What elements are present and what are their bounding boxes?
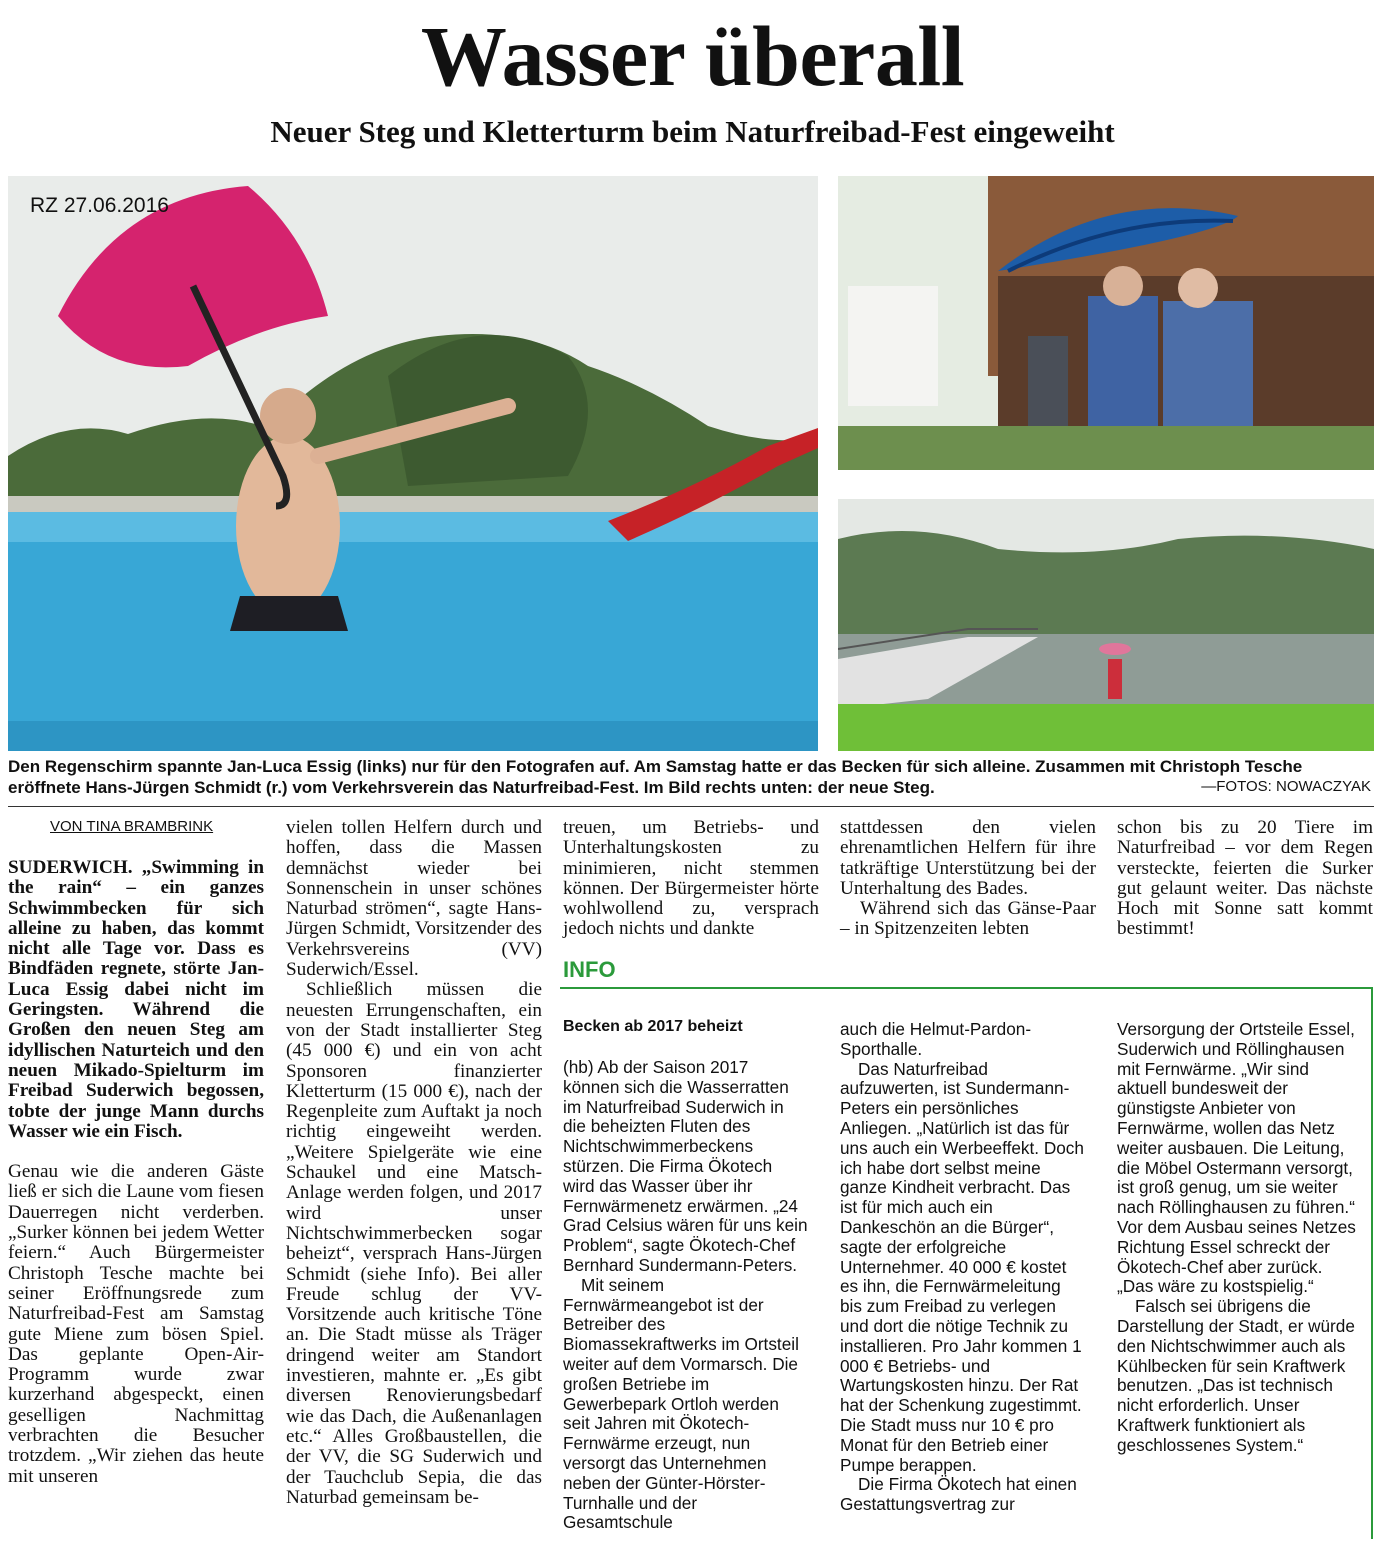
article-column-2 (286, 818, 542, 1508)
info-paragraph: Versorgung der Ortsteile Essel, Suderwich und Röllinghausen mit Fernwärme. „Wir sind aktuell bundesweit der günstigste Anbieter von Fernwärme, wollen das Netz weiter ausbauen. Die Leitung, die Möbel Ostermann versorgt, ist groß genug, um sie weiter nach Röllinghausen zu führen.“ Vor dem Ausbau seines Netzes Richtung Essel schreckt der Ökotech-Chef aber zurück. „Das wäre zu kostspielig.“ (1117, 1019, 1356, 1297)
info-paragraph: Das Naturfreibad aufzuwerten, ist Sundermann-Peters ein persönliches Anliegen. „Natürlich ist das für uns auch ein Werbeeffekt. Doch ich habe dort selbst meine ganze Kindheit verbracht. Das ist für mich auch ein Dankeschön an die Bürger“, sagte der erfolgreiche Unternehmer. 40 000 € kostet es ihn, die Fernwärmeleitung bis zum Freibad zu verlegen und dort die nötige Technik zu installieren. Pro Jahr kommen 1 000 € Betriebs- und Wartungskosten hinzu. Der Rat hat der Schenkung zugestimmt. Die Stadt muss nur 10 € pro Monat für den Betrieb einer Pumpe berappen. (840, 1058, 1084, 1475)
photo-caption: Den Regenschirm spannte Jan-Luca Essig (links) nur für den Fotografen auf. Am Samstag hatte er das Becken für sich alleine. Zusammen mit Christoph Tesche eröffnete Hans-Jürgen Schmidt (r.) vom Verkehrsverein das Naturfreibad-Fest. Im Bild rechts unten: der neue Steg. (8, 757, 1303, 797)
article-column-5 (1117, 818, 1373, 940)
article-column-4 (840, 818, 1096, 940)
info-paragraph: Mit seinem Fernwärmeangebot ist der Betreiber des Biomassekraftwerks im Ortsteil weiter auf dem Vormarsch. Die großen Betriebe im Gewerbepark Ortloh werden seit Jahren mit Ökotech-Fernwärme erzeugt, nun versorgt das Unternehmen neben der Günter-Hörster-Turnhalle und der Gesamtschule (563, 1274, 799, 1533)
article-paragraph: vielen tollen Helfern durch und hoffen, dass die Massen demnächst wieder bei Sonnenschein in unser schönes Naturbad strömen“, sagte Hans-Jürgen Schmidt, Vorsitzender des Verkehrsvereins (VV) Suderwich/Essel. (286, 817, 542, 981)
info-paragraph: Die Firma Ökotech hat einen Gestattungsvertrag zur (840, 1474, 1077, 1515)
info-paragraph: Falsch sei übrigens die Darstellung der Stadt, er würde den Nichtschwimmer auch als Kühlbecken für sein Kraftwerk benutzen. „Das ist technisch nicht erforderlich. Unser Kraftwerk funktioniert als geschlossenes System.“ (1117, 1296, 1355, 1455)
byline: VON TINA BRAMBRINK (50, 818, 214, 835)
article-lead: SUDERWICH. „Swimming in the rain“ – ein ganzes Schwimmbecken für sich alleine zu haben, das kommt nicht alle Tage vor. Dass es Bindfäden regnete, störte Jan-Luca Essig dabei nicht im Geringsten. Während die Großen den neuen Steg am idyllischen Naturteich und den neuen Mikado-Spielturm im Freibad Suderwich begossen, tobte der junge Mann durchs Wasser wie ein Fisch. (8, 857, 264, 1142)
divider (8, 806, 1374, 807)
info-paragraph: auch die Helmut-Pardon-Sporthalle. (840, 1019, 1032, 1059)
info-column-1 (563, 1058, 808, 1533)
date-stamp: RZ 27.06.2016 (30, 194, 169, 217)
article-paragraph: Genau wie die anderen Gäste ließ er sich die Laune vom fiesen Dauerregen nicht verderben. „Surker können bei jedem Wetter feiern.“ Auch Bürgermeister Christoph Tesche machte bei seiner Eröffnungsrede zum Naturfreibad-Fest am Samstag gute Miene zum bösen Spiel. Das geplante Open-Air-Programm wurde zwar kurzerhand abgespeckt, einen geselligen Nachmittag verbrachten die Besucher trotzdem. „Wir ziehen das heute mit unseren (8, 1161, 264, 1487)
info-paragraph: (hb) Ab der Saison 2017 können sich die Wasserratten im Naturfreibad Suderwich in die beheizten Fluten des Nichtschwimmerbeckens stürzen. Die Firma Ökotech wird das Wasser über ihr Fernwärmenetz erwärmen. „24 Grad Celsius wären für uns kein Problem“, sagte Ökotech-Chef Bernhard Sundermann-Peters. (563, 1057, 808, 1275)
info-label: INFO (563, 957, 616, 982)
article-column-3 (563, 818, 819, 940)
article-paragraph: treuen, um Betriebs- und Unterhaltungskosten zu minimieren, nicht stemmen können. Der Bürgermeister hörte wohlwollend zu, versprach jedoch nichts und dankte (563, 817, 819, 940)
photo-credit: —FOTOS: NOWACZYAK (1201, 778, 1371, 795)
headline: Wasser überall (420, 8, 965, 104)
photo-men-umbrella (838, 176, 1374, 470)
article-paragraph: stattdessen den vielen ehrenamtlichen Helfern für ihre tatkräftige Unterstützung bei der Unterhaltung des Bades. (840, 817, 1096, 899)
article-paragraph: Während sich das Gänse-Paar – in Spitzenzeiten lebten (840, 898, 1096, 940)
photo-new-jetty (838, 499, 1374, 751)
article-column-1 (8, 858, 264, 1487)
subheadline: Neuer Steg und Kletterturm beim Naturfreibad-Fest eingeweiht (270, 114, 1115, 149)
info-heading: Becken ab 2017 beheizt (563, 1018, 743, 1035)
info-column-2 (840, 1020, 1085, 1515)
info-column-3 (1117, 1020, 1362, 1456)
article-paragraph: Schließlich müssen die neuesten Errungenschaften, ein von der Stadt installierter Steg (45 000 €) und ein von acht Sponsoren finanzierter Kletterturm (15 000 €), nach der Regenpleite zum Auftakt ja noch richtig eingeweiht werden. „Weitere Spielgeräte wie eine Schaukel und eine Matsch-Anlage werden folgen, und 2017 wird unser Nichtschwimmerbecken sogar beheizt“, versprach Hans-Jürgen Schmidt (siehe Info). Bei aller Freude schlug der VV-Vorsitzende auch kritische Töne an. Die Stadt müsse als Träger dringend weiter am Standort investieren, mahnte er. „Es gibt diversen Renovierungsbedarf wie das Dach, die Außenanlagen etc.“ Alles Großbaustellen, die der VV, die SG Suderwich und der Tauchclub Sepia, die das Naturbad gemeinsam be- (286, 979, 542, 1508)
article-paragraph: schon bis zu 20 Tiere im Naturfreibad – vor dem Regen versteckte, feierten die Surker gut gelaunt weiter. Das nächste Hoch mit Sonne satt kommt bestimmt! (1117, 817, 1373, 940)
photo-pool-umbrella (8, 176, 818, 751)
